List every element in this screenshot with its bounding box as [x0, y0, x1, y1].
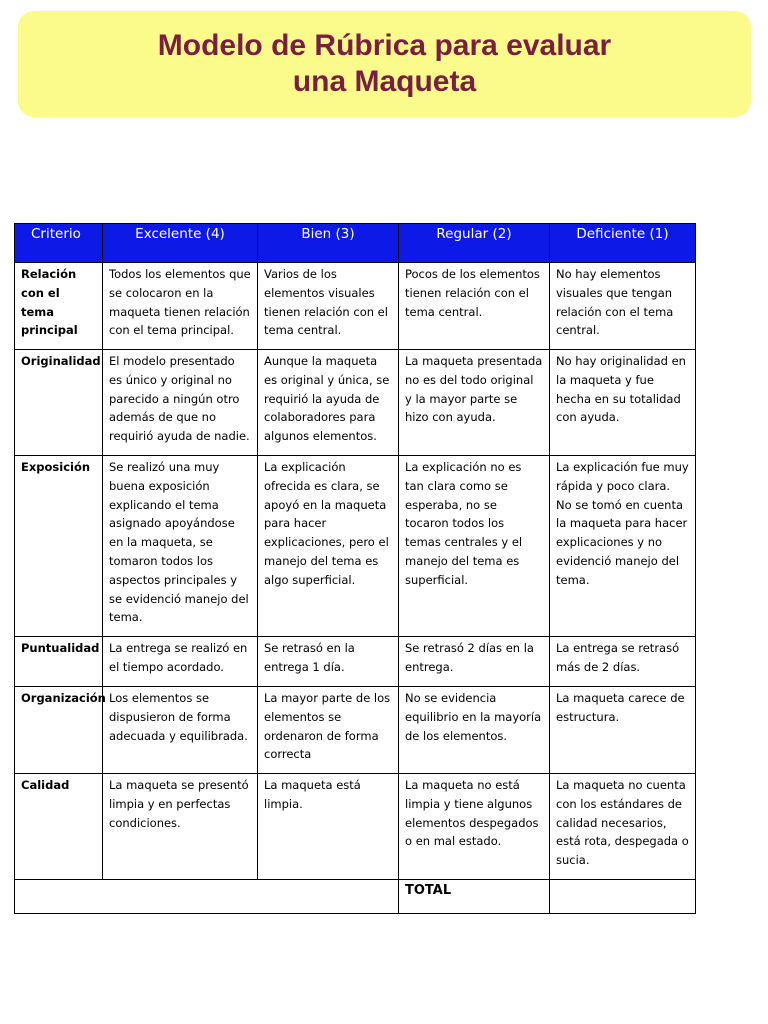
total-blank-cell: [15, 880, 399, 914]
table-cell: La maqueta se presentó limpia y en perfectas condiciones.: [103, 774, 258, 880]
table-row: [15, 774, 696, 880]
header-criterio: Criterio: [15, 224, 103, 263]
header-deficiente: Deficiente (1): [550, 224, 696, 263]
table-cell: Aunque la maqueta es original y única, se requirió la ayuda de colaboradores para algunos elementos.: [258, 350, 399, 456]
table-cell: La mayor parte de los elementos se ordenaron de forma correcta: [258, 687, 399, 774]
criterion-cell: Exposición: [15, 456, 103, 637]
page-title-line-1: Modelo de Rúbrica para evaluar: [157, 29, 612, 62]
table-row: [15, 637, 696, 687]
header-bien: Bien (3): [258, 224, 399, 263]
table-cell: Se realizó una muy buena exposición explicando el tema asignado apoyándose en la maqueta, se tomaron todos los aspectos principales y se evidenció manejo del tema.: [103, 456, 258, 637]
title-banner: [18, 11, 751, 117]
criterion-cell: Originalidad: [15, 350, 103, 456]
header-excelente: Excelente (4): [103, 224, 258, 263]
header-row: [15, 224, 696, 263]
rubric-table: [14, 223, 696, 914]
table-cell: La explicación ofrecida es clara, se apoyó en la maqueta para hacer explicaciones, pero el manejo del tema es algo superficial.: [258, 456, 399, 637]
table-cell: La entrega se retrasó más de 2 días.: [550, 637, 696, 687]
total-value-cell: [550, 880, 696, 914]
table-cell: Los elementos se dispusieron de forma adecuada y equilibrada.: [103, 687, 258, 774]
table-cell: Todos los elementos que se colocaron en la maqueta tienen relación con el tema principal.: [103, 263, 258, 350]
criterion-cell: Calidad: [15, 774, 103, 880]
table-cell: Se retrasó 2 días en la entrega.: [399, 637, 550, 687]
table-cell: La maqueta está limpia.: [258, 774, 399, 880]
table-cell: La entrega se realizó en el tiempo acordado.: [103, 637, 258, 687]
total-row: [15, 880, 696, 914]
table-cell: No se evidencia equilibrio en la mayoría de los elementos.: [399, 687, 550, 774]
table-row: [15, 263, 696, 350]
table-row: [15, 456, 696, 637]
criterion-cell: Relación con el tema principal: [15, 263, 103, 350]
table-cell: La explicación fue muy rápida y poco clara. No se tomó en cuenta la maqueta para hacer explicaciones y no evidenció manejo del tema.: [550, 456, 696, 637]
table-cell: Varios de los elementos visuales tienen relación con el tema central.: [258, 263, 399, 350]
table-cell: La maqueta presentada no es del todo original y la mayor parte se hizo con ayuda.: [399, 350, 550, 456]
criterion-cell: Puntualidad: [15, 637, 103, 687]
header-regular: Regular (2): [399, 224, 550, 263]
table-cell: Se retrasó en la entrega 1 día.: [258, 637, 399, 687]
table-row: [15, 687, 696, 774]
table-cell: Pocos de los elementos tienen relación con el tema central.: [399, 263, 550, 350]
criterion-cell: Organización: [15, 687, 103, 774]
page-title-line-2: una Maqueta: [292, 65, 477, 98]
table-cell: La maqueta carece de estructura.: [550, 687, 696, 774]
table-cell: La maqueta no cuenta con los estándares de calidad necesarios, está rota, despegada o sucia.: [550, 774, 696, 880]
table-row: [15, 350, 696, 456]
table-cell: No hay originalidad en la maqueta y fue hecha en su totalidad con ayuda.: [550, 350, 696, 456]
table-cell: La explicación no es tan clara como se esperaba, no se tocaron todos los temas centrales y el manejo del tema es superficial.: [399, 456, 550, 637]
table-cell: No hay elementos visuales que tengan relación con el tema central.: [550, 263, 696, 350]
total-label-cell: TOTAL: [399, 880, 550, 914]
table-cell: El modelo presentado es único y original no parecido a ningún otro además de que no requirió ayuda de nadie.: [103, 350, 258, 456]
table-cell: La maqueta no está limpia y tiene algunos elementos despegados o en mal estado.: [399, 774, 550, 880]
